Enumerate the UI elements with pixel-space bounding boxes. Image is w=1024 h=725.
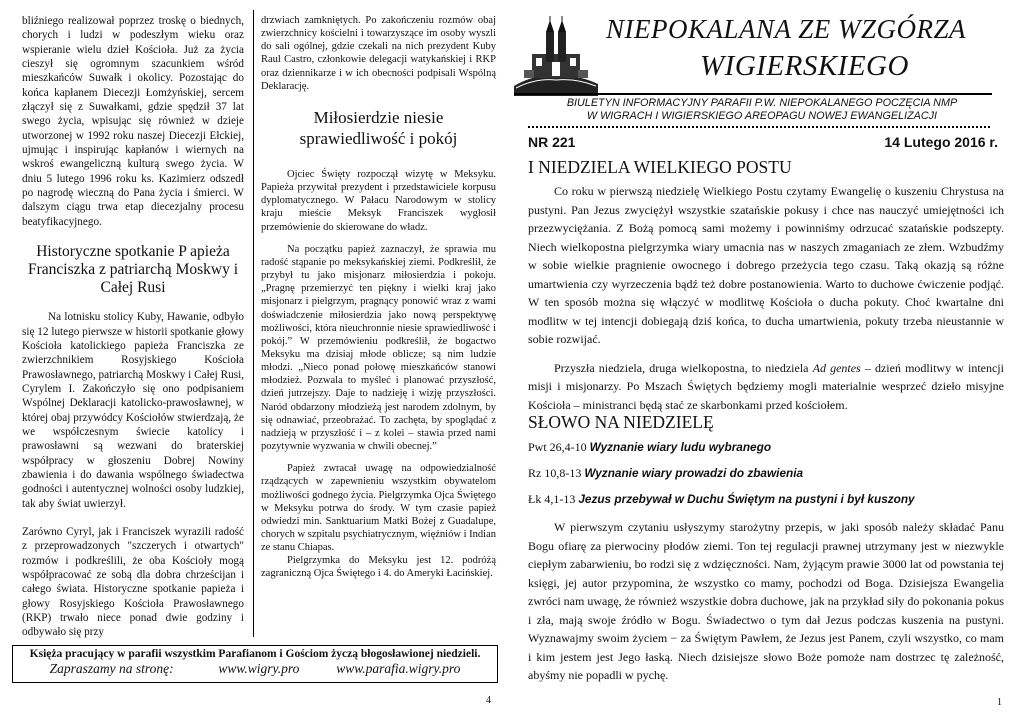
section-title-word: SŁOWO NA NIEDZIELĘ	[528, 412, 714, 432]
ad-gentes-italic: Ad gentes	[812, 360, 861, 375]
left-column-1	[22, 14, 244, 640]
text-paragraph: Co roku w pierwszą niedzielę Wielkiego Postu czytamy Ewangelię o kuszeniu Chrystusa na pustyni. Pan Jezus zwyciężył wszystkie szatańskie pokusy i chce nas nauczyć umiejętności ich przezwyciężania. Z Bożą pomocą sami możemy i powinniśmy odrzucać szatańskie podszepty. Niech wielkopostna pielgrzymka wiary umacnia nas w naszych zmaganiach ze złem. Wzbudźmy w sobie wielkie pragnienie owocnego i dobrego przeżycia tego czasu. Taką okazją są różne umartwienia czy wyrzeczenia bądź też dobre postanowienia. Warto to duchowe ćwiczenie podjąć. W ten sposób można się włączyć w modlitwę Kościoła o ducha pokuty. Choć kwartalne dni modlitw w tej intencji dobiegają dziś końca, to ducha umartwienia, pokuty trzeba nieustannie w sobie rozwijać.	[528, 184, 1004, 346]
masthead-rule	[514, 93, 992, 95]
reading-ref: Łk 4,1-13	[528, 492, 576, 506]
masthead-line-1: NIEPOKALANA ZE WZGÓRZA	[606, 14, 967, 44]
text-paragraph: Na lotnisku stolicy Kuby, Hawanie, odbyło się 12 lutego pierwsze w historii spotkanie głowy Kościoła katolickiego papieża Franciszka ze zwierzchnikiem Rosyjskiego Kościoła Prawosławnego, patriarchą Moskwy i Całej Rusi, Cyrylem I. Zakończyło się ono podpisaniem Wspólnej Deklaracji katolicko-prawosławnej, w której obaj przywódcy Kościołów stwierdzają, że we współczesnym świecie katolicy i prawosławni są wezwani do braterskiej współpracy w głoszeniu Dobrej Nowiny zbawienia i do dawania wspólnego świadectwa godności i autentycznej wolności osoby ludzkiej, tak aby świat uwierzył.	[22, 311, 244, 510]
website-link-1[interactable]: www.wigry.pro	[218, 661, 300, 676]
section-title-lent: I NIEDZIELA WIELKIEGO POSTU	[528, 157, 792, 177]
page-number-right: 1	[997, 697, 1002, 708]
page-number-left: 4	[486, 695, 491, 706]
section-lent-body	[528, 182, 1004, 414]
subtitle-line-2: W WIGRACH I WIGIERSKIEGO AREOPAGU NOWEJ EWANGELIZACJI	[586, 110, 938, 122]
dotted-divider	[528, 126, 990, 128]
subtitle-line-1: BIULETYN INFORMACYJNY PARAFII P.W. NIEPOKALANEGO POCZĘCIA NMP	[566, 97, 958, 109]
text-paragraph: Zarówno Cyryl, jak i Franciszek wyrazili radość z przeprowadzonych "szczerych i otwartych" rozmów i podkreślili, że oba Kościoły mogą współpracować ze sobą dla dobra chrześcijan i całego świata. Historyczne spotkanie papieża i głowy Rosyjskiego Kościoła Prawosławnego (RKP) trwało niece ponad dwie godziny i odbywało się przy	[22, 525, 244, 639]
website-line	[13, 661, 497, 677]
reading-title: Wyznanie wiary ludu wybranego	[589, 440, 772, 454]
website-link-2[interactable]: www.parafia.wigry.pro	[336, 661, 461, 676]
text-paragraph: Pielgrzymka do Meksyku jest 12. podróżą zagraniczną Ojca Świętego i 4. do Ameryki Łacińskiej.	[261, 555, 496, 580]
reading-title: Jezus przebywał w Duchu Świętym na pustyni i był kuszony	[578, 492, 915, 506]
masthead-line-2: WIGIERSKIEGO	[700, 50, 909, 82]
left-column-2	[261, 14, 496, 581]
text-paragraph: drzwiach zamkniętych. Po zakończeniu rozmów obaj zwierzchnicy kościelni i towarzyszące im osoby wyszli do sali ogólnej, gdzie czekali na nich prezydent Kuby Raul Castro, członkowie delegacji watykańskiej i RKP oraz dziennikarze i w ich obecności podpisali Wspólną Deklarację.	[261, 15, 496, 92]
text-paragraph: bliźniego realizował poprzez troskę o biednych, chorych i ludzi w podeszłym wieku oraz wspieranie wielu dzieł Kościoła. Już za życia cieszył się ogromnym szacunkiem wśród mieszkańców Suwałk i okolicy. Pozostając do końca kapłanem Diecezji Łomżyńskiej, sercem złączył się z Suwałkami, gdzie spędził 37 lat swego życia, wpisując się również w dzieje utworzonej w 1992 roku naszej Diecezji Ełckiej, ujmując i inspirując kapłanów i wiernych na wskroś ewangeliczną kulturą swego życia. W dniu 5 lutego 1996 roku ks. Kazimierz odszedł po nagrodę wieczną do Pana życia i śmierci. W dalszym ciągu trwa etap diecezjalny procesu beatyfikacyjnego.	[22, 15, 244, 228]
text-paragraph: W pierwszym czytaniu usłyszymy starożytny przepis, w jaki sposób należy składać Panu Bogu ofiarę za pierwociny płodów ziemi. Ton tej regulacji prawnej utrzymany jest w niezwykle ciepłym zabarwieniu, bo rodzi się z wdzięczności. Nam, żyjącym prawie 3000 lat od powstania tej księgi, jej autor przypomina, że wszystko co mamy, pochodzi od Boga. Dzisiejsza Ewangelia zwróci nam uwagę, że również wszystkie dobra duchowe, jak na przykład siły do pokonania pokus i zła, mają swoje źródło w Bogu. Świadectwo o tym dał Jezus podczas kuszenia na pustyni. Wyznawajmy swoim życiem − za Świętym Pawłem, że Jezus jest Panem, czyli wszystko, co mam i kim jestem jest Jego łaską. Niech dzisiejsze słowo Boże pomoże nam dostrzec tę zależność, abyśmy nie popadli w pychę.	[528, 520, 1004, 682]
greeting-text: Księża pracujący w parafii wszystkim Parafianom i Gościom życzą błogosławionej niedzieli.	[29, 648, 481, 660]
issue-date: 14 Lutego 2016 r.	[884, 134, 998, 150]
reading-ref: Rz 10,8-13	[528, 466, 582, 480]
text-paragraph: Ojciec Święty rozpoczął wizytę w Meksyku. Papieża przywitał prezydent i przedstawiciele korpusu dyplomatycznego. W Pałacu Narodowym w stolicy kraju mieście Meksyk Franciszek wygłosił przemówienie do skierowane do władz.	[261, 168, 496, 233]
text-paragraph: Papież zwracał uwagę na odpowiedzialność rządzących w zapewnieniu wszystkim obywatelom możliwości godnego życia. Pielgrzymka Ojca Świętego w Meksyku potrwa do środy. W tym czasie papież odwiedzi min. Sanktuarium Matki Bożej z Guadalupe, chorych w szpitalu psychiatrycznym, więźniów i Indian ze stanu Chiapas.	[261, 463, 496, 554]
article-heading-meeting: Historyczne spotkanie P apieża Franciszka z patriarchą Moskwy i Całej Rusi	[27, 243, 239, 297]
reading-title: Wyznanie wiary prowadzi do zbawienia	[584, 466, 804, 480]
reading-ref: Pwt 26,4-10	[528, 440, 587, 454]
text-paragraph: Na początku papież zaznaczył, że sprawia mu radość stąpanie po meksykańskiej ziemi. Podkreślił, że przybył tu jako misjonarz miłosierdzia i pokoju. „Pragnę przemierzyć ten piękny i wielki kraj jako misjonarz i pielgrzym, pragnący ponowić wraz z wami doświadczenie miłosierdzia jako nową perspektywę możliwości, która nieuchronnie niesie sprawiedliwość i pokój.” W przemówieniu podkreślił, że bogactwo Meksyku ma dzisiaj młode oblicze; są nim ludzie młodzi. „Nieco ponad połowę mieszkańców stanowi młodzież. Pozwala to myśleć i planować przyszłość, dzień jutrzejszy. Daje to nadzieję i wizję przyszłości. Naród obdarzony młodzieżą jest narodem zdolnym, by się odnawiać, przeobrażać. To zachęta, by spoglądać z nadzieją w przyszłość i – z kolei – stawia przed nami pozytywnie wyzwania w chwili obecnej.”	[261, 243, 496, 453]
greeting-box	[12, 645, 498, 683]
church-logo-icon	[514, 14, 598, 96]
reading-1	[528, 440, 771, 455]
article-heading-mercy: Miłosierdzie niesie sprawiedliwość i pokój	[299, 107, 458, 148]
section-word-body	[528, 518, 1004, 685]
reading-3	[528, 492, 915, 507]
text-paragraph: Przyszła niedziela, druga wielkopostna, to niedziela Ad gentes – dzień modlitwy w intencji misji i misjonarzy. Po Mszach Świętych będziemy mogli materialnie wesprzeć dzieło misyjne Kościoła – ministranci będą stać ze skarbonkami przed kościołem.	[528, 360, 1004, 412]
issue-number: NR 221	[528, 134, 576, 150]
masthead-subtitle	[540, 97, 984, 123]
reading-2	[528, 466, 803, 481]
column-divider	[253, 10, 254, 637]
invite-text: Zapraszamy na stronę:	[49, 661, 174, 676]
